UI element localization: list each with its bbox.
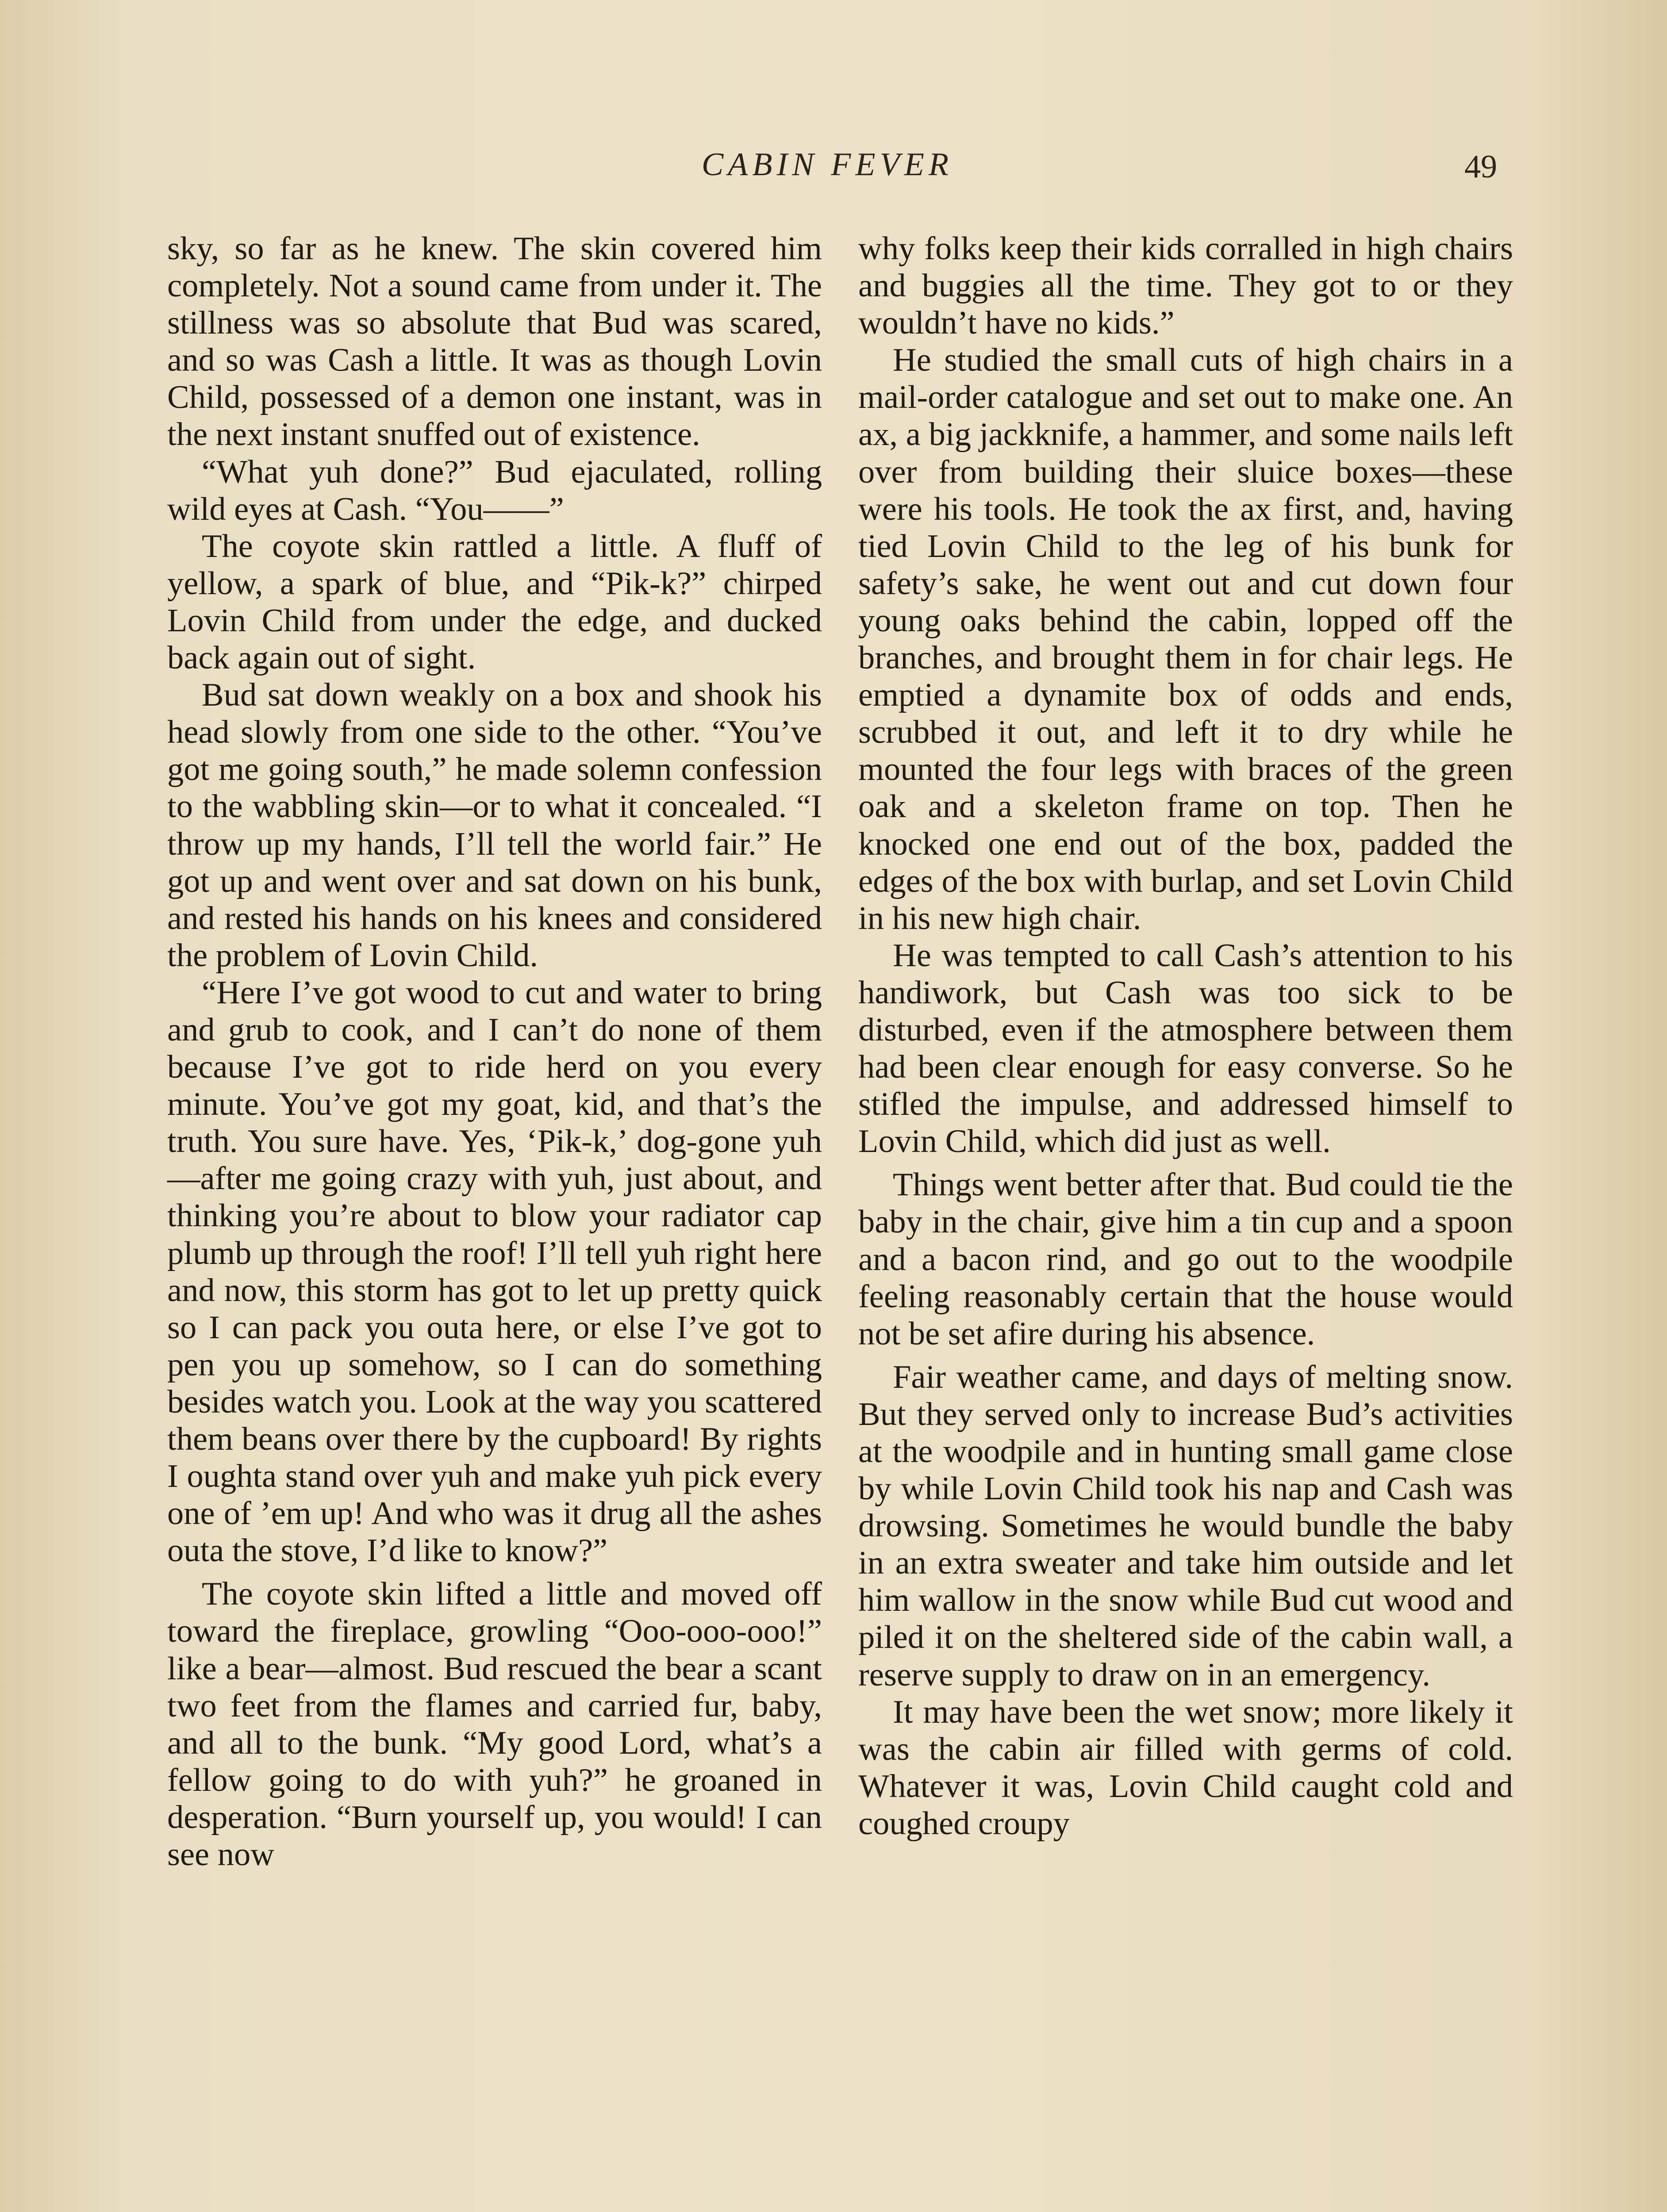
paragraph: sky, so far as he knew. The skin covered him completely. Not a sound came from under it. The stillness was so absolute that Bud was scared, and so was Cash a little. It was as though Lovin Child, possessed of a demon one instant, was in the next instant snuffed out of existence. <box>167 230 822 453</box>
paragraph: “What yuh done?” Bud ejaculated, rolling wild eyes at Cash. “You——” <box>167 453 822 527</box>
running-title: CABIN FEVER <box>701 146 953 183</box>
right-column <box>858 230 1513 1842</box>
paragraph: He studied the small cuts of high chairs in a mail-order catalogue and set out to make one. An ax, a big jackknife, a hammer, and some nails left over from building their sluice boxes—these were his tools. He took the ax first, and, having tied Lovin Child to the leg of his bunk for safety’s sake, he went out and cut down four young oaks behind the cabin, lopped off the branches, and brought them in for chair legs. He emptied a dynamite box of odds and ends, scrubbed it out, and left it to dry while he mounted the four legs with braces of the green oak and a skeleton frame on top. Then he knocked one end out of the box, padded the edges of the box with burlap, and set Lovin Child in his new high chair. <box>858 342 1513 937</box>
paragraph: Things went better after that. Bud could tie the baby in the chair, give him a tin cup and a spoon and a bacon rind, and go out to the woodpile feeling reasonably certain that the house would not be set afire during his absence. <box>858 1167 1513 1352</box>
paragraph: “Here I’ve got wood to cut and water to bring and grub to cook, and I can’t do none of them because I’ve got to ride herd on you every minute. You’ve got my goat, kid, and that’s the truth. You sure have. Yes, ‘Pik-k,’ dog-gone yuh—after me going crazy with yuh, just about, and thinking you’re about to blow your radiator cap plumb up through the roof! I’ll tell yuh right here and now, this storm has got to let up pretty quick so I can pack you outa here, or else I’ve got to pen you up somehow, so I can do something besides watch you. Look at the way you scattered them beans over there by the cupboard! By rights I oughta stand over yuh and make yuh pick every one of ’em up! And who was it drug all the ashes outa the stove, I’d like to know?” <box>167 974 822 1569</box>
page-number: 49 <box>1464 149 1497 185</box>
paragraph: He was tempted to call Cash’s attention to his handiwork, but Cash was too sick to be disturbed, even if the atmosphere between them had been clear enough for easy converse. So he stifled the impulse, and addressed himself to Lovin Child, which did just as well. <box>858 937 1513 1160</box>
left-column <box>167 230 822 1873</box>
paragraph: The coyote skin lifted a little and moved off toward the fireplace, growling “Ooo-ooo-ooo!” like a bear—almost. Bud rescued the bear a scant two feet from the flames and carried fur, baby, and all to the bunk. “My good Lord, what’s a fellow going to do with yuh?” he groaned in desperation. “Burn yourself up, you would! I can see now <box>167 1576 822 1873</box>
paragraph: It may have been the wet snow; more likely it was the cabin air filled with germs of cold. Whatever it was, Lovin Child caught cold and coughed croupy <box>858 1694 1513 1842</box>
paragraph: Fair weather came, and days of melting snow. But they served only to increase Bud’s activities at the woodpile and in hunting small game close by while Lovin Child took his nap and Cash was drowsing. Sometimes he would bundle the baby in an extra sweater and take him outside and let him wallow in the snow while Bud cut wood and piled it on the sheltered side of the cabin wall, a reserve supply to draw on in an emergency. <box>858 1359 1513 1693</box>
paragraph: why folks keep their kids corralled in high chairs and buggies all the time. They got to or they wouldn’t have no kids.” <box>858 230 1513 342</box>
paragraph: Bud sat down weakly on a box and shook his head slowly from one side to the other. “You’ve got me going south,” he made solemn confession to the wabbling skin—or to what it concealed. “I throw up my hands, I’ll tell the world fair.” He got up and went over and sat down on his bunk, and rested his hands on his knees and considered the problem of Lovin Child. <box>167 677 822 974</box>
paragraph: The coyote skin rattled a little. A fluff of yellow, a spark of blue, and “Pik-k?” chirped Lovin Child from under the edge, and ducked back again out of sight. <box>167 528 822 676</box>
